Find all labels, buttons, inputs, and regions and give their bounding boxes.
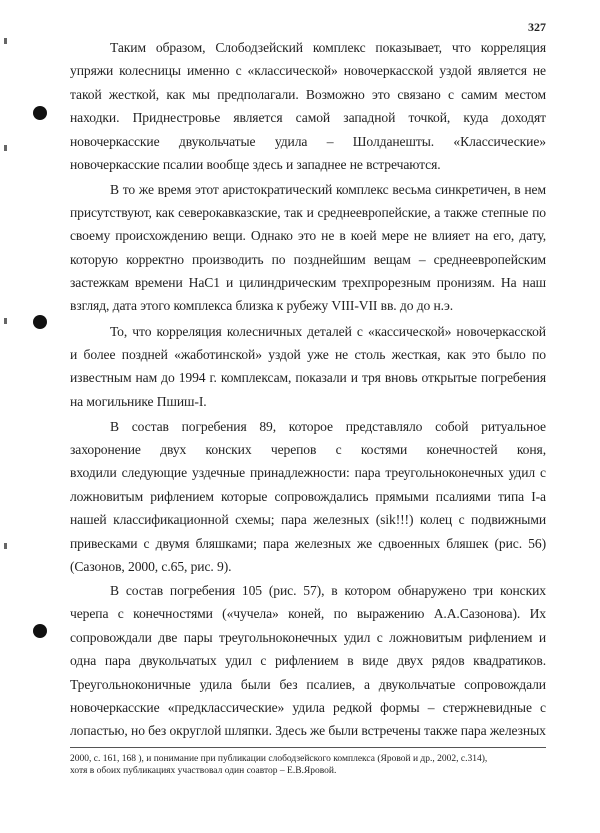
paragraph-line: В то же время этот аристократический комплекс весьма синкретичен, в нем [110, 182, 546, 197]
paragraph-line: черепа с конечностями («чучела» коней, по выражению А.А.Сазонова). Их [70, 606, 546, 621]
paragraph-line: То, что корреляция колесничных деталей с «кассической» новочеркасской [110, 324, 546, 339]
punch-hole [33, 624, 47, 638]
paragraph-line: своему происхождению вещи. Однако это не в коей мере не влияет на его, дату, [70, 228, 546, 243]
paragraph-line: такой жесткой, как мы предполагали. Возможно это связано с самим местом [70, 87, 546, 102]
scan-mark [4, 38, 7, 44]
paragraph-line: нашей классификационной схемы; пара железных (sik!!!) колец с подвижными [70, 512, 546, 527]
punch-hole [33, 315, 47, 329]
paragraph-line: входили следующие уздечные принадлежности: пара треугольноконечных удил с [70, 465, 546, 480]
footnote-line: 2000, с. 161, 168 ), и понимание при публикации слободзейского комплекса (Яровой и др., 2002, с.314), [70, 754, 488, 764]
paragraph-line: Треугольноконичные удила были без псалиев, а двукольчатые сопровождали [70, 677, 546, 692]
paragraph-line: сопровождали две пары треугольноконечных удил с ложновитым рифлением и [70, 630, 546, 645]
scan-mark [4, 145, 7, 151]
paragraph-line: новочеркасские псалии вообще здесь и западнее не встречаются. [70, 157, 441, 172]
paragraph-line: новочеркасские «предклассические» удила редкой формы – стержневидные с [70, 700, 546, 715]
paragraph-line: известным нам до 1994 г. комплексам, показали и тря вновь открытые погребения [70, 370, 546, 385]
punch-hole [33, 106, 47, 120]
paragraph-line: упряжи колесницы именно с «классической» новочеркасской уздой является не [70, 63, 546, 78]
paragraph-line: застежкам времени НаС1 и цилиндрическим трехпрорезным пронизям. На наш [70, 275, 546, 290]
paragraph-line: присутствуют, как северокавказские, так и среднеевропейские, а также степные по [70, 205, 546, 220]
footnote-line: хотя в обоих публикациях участвовал один соавтор – Е.В.Яровой. [70, 766, 337, 776]
scan-mark [4, 543, 7, 549]
paragraph-line: (Сазонов, 2000, с.65, рис. 9). [70, 559, 232, 574]
paragraph-line: захоронение двух конских черепов с костями конечностей коня, [70, 442, 546, 457]
paragraph-line: Таким образом, Слободзейский комплекс показывает, что корреляция [110, 40, 546, 55]
paragraph-line: ложновитым рифлением которые сопровождались прямыми псалиями типа I-а [70, 489, 546, 504]
paragraph-line: В состав погребения 105 (рис. 57), в котором обнаружено три конских [110, 583, 546, 598]
paragraph-line: новочеркасские двукольчатые удила – Шолданешты. «Классические» [70, 134, 546, 149]
paragraph-line: взгляд, дата этого комплекса близка к рубежу VIII-VII вв. до до н.э. [70, 298, 454, 313]
page-number: 327 [528, 20, 546, 34]
paragraph-line: одна пара двукольчатых удил с рифлением в виде двух рядов квадратиков. [70, 653, 546, 668]
footnote-rule [70, 747, 546, 748]
paragraph-line: которую корректно производить по позднейшим вещам – среднеевропейским [70, 252, 546, 267]
paragraph-line: и более поздней «жаботинской» уздой уже не столь жесткая, как это было по [70, 347, 546, 362]
scan-mark [4, 318, 7, 324]
paragraph-line: привесками с двумя бляшками; пара железных же сдвоенных бляшек (рис. 56) [70, 536, 546, 551]
paragraph-line: В состав погребения 89, которое представляло собой ритуальное [110, 419, 546, 434]
paragraph-line: находки. Приднестровье является самой западной точкой, куда доходят [70, 110, 546, 125]
paragraph-line: лопастью, но без округлой шляпки. Здесь же были встречены также пара железных [70, 723, 546, 738]
paragraph-line: на могильнике Пшиш-I. [70, 394, 207, 409]
